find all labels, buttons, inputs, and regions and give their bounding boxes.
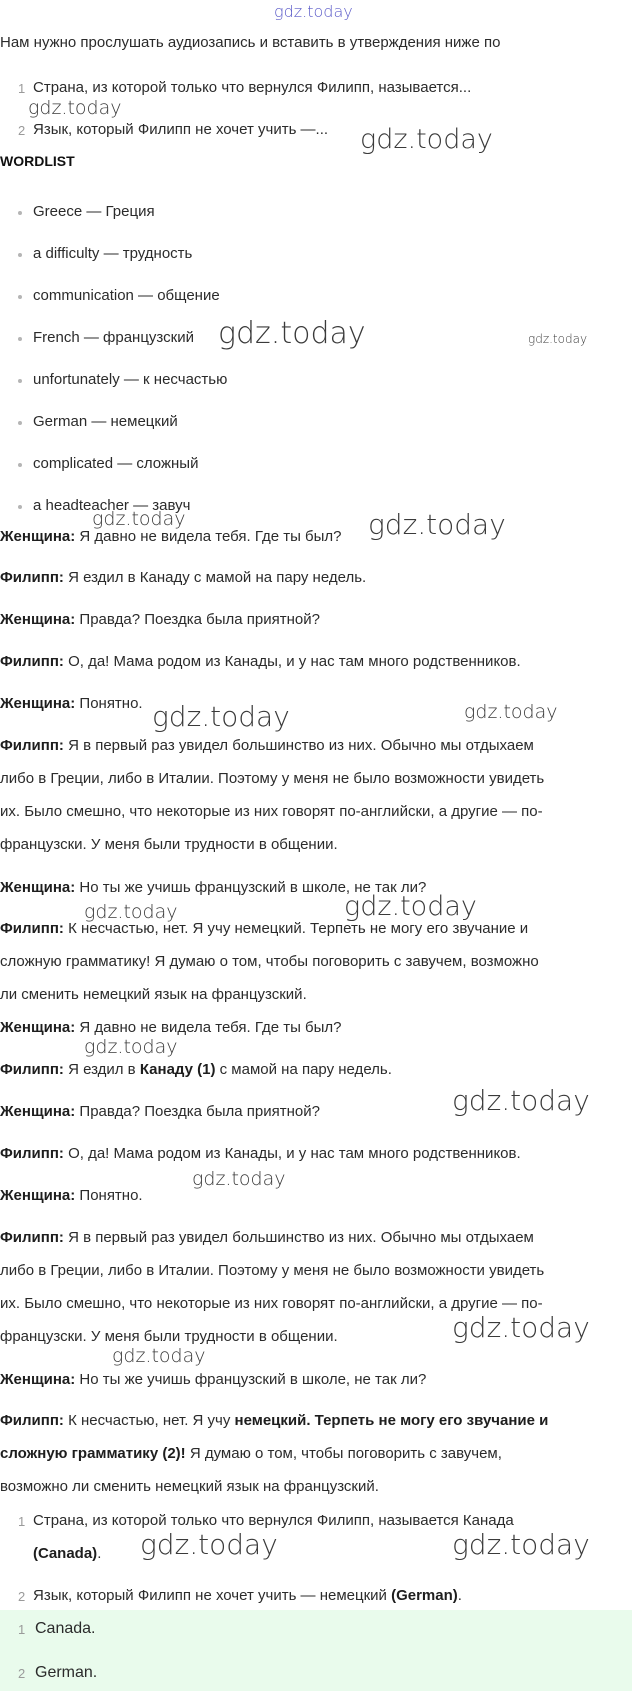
line-text: Понятно. <box>79 1187 143 1204</box>
watermark: gdz.today <box>152 700 290 733</box>
dialogue-line <box>0 1187 143 1204</box>
answer-highlight: (Canada) <box>33 1545 98 1562</box>
line-text: Но ты же учишь французский в школе, не так ли? <box>79 879 427 896</box>
question-text: Страна, из которой только что вернулся Филипп, называется... <box>33 79 472 96</box>
speaker: Филипп: <box>0 1145 64 1162</box>
watermark: gdz.today <box>112 1345 206 1367</box>
watermark: gdz.today <box>464 701 558 723</box>
question-text: Язык, который Филипп не хочет учить —... <box>33 121 329 138</box>
answer-highlight: сложную грамматику (2)! <box>0 1445 186 1462</box>
bullet <box>18 505 22 509</box>
dialogue-line <box>0 1019 342 1036</box>
dialogue-line: французски. У меня были трудности в общении. <box>0 1328 338 1345</box>
wordlist-title: WORDLIST <box>0 153 75 169</box>
dialogue-line: их. Было смешно, что некоторые из них говорят по-английски, а другие — по- <box>0 1295 543 1312</box>
answer-highlight: (German) <box>391 1587 458 1604</box>
question-number: 2 <box>18 123 26 138</box>
dialogue-line <box>0 1145 521 1162</box>
dialogue-line <box>0 1229 534 1246</box>
dialogue-line <box>0 528 342 545</box>
speaker: Женщина: <box>0 695 76 712</box>
watermark: gdz.today <box>360 124 493 155</box>
line-text: Я ездил в Канаду с мамой на пару недель. <box>68 569 367 586</box>
watermark: gdz.today <box>528 332 588 346</box>
filled-statement: Страна, из которой только что вернулся Филипп, называется Канада <box>33 1512 514 1529</box>
watermark: gdz.today <box>192 1168 286 1190</box>
watermark: gdz.today <box>140 1528 278 1561</box>
speaker: Филипп: <box>0 1229 64 1246</box>
speaker: Филипп: <box>0 1412 64 1429</box>
wordlist-item: German — немецкий <box>33 413 178 430</box>
dialogue-line <box>0 653 521 670</box>
dialogue-line: возможно ли сменить немецкий язык на французский. <box>0 1478 379 1495</box>
line-text: О, да! Мама родом из Канады, и у нас там много родственников. <box>68 1145 521 1162</box>
line-text: Я давно не видела тебя. Где ты был? <box>79 528 342 545</box>
bullet <box>18 253 22 257</box>
line-text: Правда? Поездка была приятной? <box>79 1103 320 1120</box>
watermark: gdz.today <box>452 1311 590 1344</box>
answer-number: 2 <box>18 1666 26 1681</box>
bullet <box>18 379 22 383</box>
watermark: gdz.today <box>84 1036 178 1058</box>
watermark: gdz.today <box>344 891 477 922</box>
dialogue-line: либо в Греции, либо в Италии. Поэтому у меня не было возможности увидеть <box>0 1262 545 1279</box>
dialogue-line: либо в Греции, либо в Италии. Поэтому у меня не было возможности увидеть <box>0 770 545 787</box>
speaker: Женщина: <box>0 528 76 545</box>
dialogue-line <box>0 1061 392 1078</box>
answer-number: 1 <box>18 1622 26 1637</box>
answer-text: German. <box>35 1664 98 1681</box>
speaker: Женщина: <box>0 1187 76 1204</box>
dialogue-line: французски. У меня были трудности в общении. <box>0 836 338 853</box>
question-number: 1 <box>18 81 26 96</box>
dialogue-line <box>0 1103 320 1120</box>
line-text: Я давно не видела тебя. Где ты был? <box>79 1019 342 1036</box>
wordlist-item: a headteacher — завуч <box>33 497 191 514</box>
speaker: Филипп: <box>0 920 64 937</box>
speaker: Филипп: <box>0 569 64 586</box>
dialogue-line <box>0 1371 426 1388</box>
watermark: gdz.today <box>28 97 122 119</box>
dialogue-line: ли сменить немецкий язык на французский. <box>0 986 307 1003</box>
wordlist-item: French — французский <box>33 329 194 346</box>
wordlist-item: a difficulty — трудность <box>33 245 193 262</box>
period: . <box>457 1587 462 1604</box>
wordlist-item: complicated — сложный <box>33 455 199 472</box>
bullet <box>18 337 22 341</box>
dialogue-line: их. Было смешно, что некоторые из них говорят по-английски, а другие — по- <box>0 803 543 820</box>
line-text: Язык, который Филипп не хочет учить — немецкий <box>33 1587 387 1604</box>
speaker: Женщина: <box>0 1371 76 1388</box>
period: . <box>97 1545 102 1562</box>
line-text: Правда? Поездка была приятной? <box>79 611 320 628</box>
line-text: с мамой на пару недель. <box>219 1061 392 1078</box>
line-text: Я ездил в <box>68 1061 136 1078</box>
bullet <box>18 295 22 299</box>
dialogue-line <box>0 737 534 754</box>
dialogue-line <box>0 1445 502 1462</box>
speaker: Филипп: <box>0 653 64 670</box>
speaker: Женщина: <box>0 879 76 896</box>
dialogue-line <box>0 695 143 712</box>
line-text: К несчастью, нет. Я учу немецкий. Терпеть не могу его звучание и <box>68 920 529 937</box>
line-text: О, да! Мама родом из Канады, и у нас там много родственников. <box>68 653 521 670</box>
watermark: gdz.today <box>368 508 506 541</box>
line-text: Я думаю о том, чтобы поговорить с завучем, <box>189 1445 502 1462</box>
answer-highlight: немецкий. Терпеть не могу его звучание и <box>234 1412 549 1429</box>
speaker: Женщина: <box>0 1019 76 1036</box>
filled-statement-cont <box>33 1545 101 1562</box>
watermark: gdz.today <box>92 508 186 530</box>
bullet <box>18 463 22 467</box>
dialogue-line <box>0 1412 548 1429</box>
speaker: Филипп: <box>0 1061 64 1078</box>
wordlist-item: Greece — Греция <box>33 203 155 220</box>
dialogue-line: сложную грамматику! Я думаю о том, чтобы поговорить с завучем, возможно <box>0 953 539 970</box>
question-number: 1 <box>18 1514 26 1529</box>
line-text: К несчастью, нет. Я учу <box>68 1412 231 1429</box>
line-text: Понятно. <box>79 695 143 712</box>
speaker: Женщина: <box>0 1103 76 1120</box>
dialogue-line <box>0 920 528 937</box>
dialogue-line <box>0 569 366 586</box>
answer-text: Canada. <box>35 1620 96 1637</box>
dialogue-line <box>0 611 320 628</box>
line-text: Я в первый раз увидел большинство из них. Обычно мы отдыхаем <box>68 1229 534 1246</box>
speaker: Женщина: <box>0 611 76 628</box>
watermark-top: gdz.today <box>274 2 353 21</box>
watermark: gdz.today <box>84 901 178 923</box>
speaker: Филипп: <box>0 737 64 754</box>
watermark: gdz.today <box>218 316 366 351</box>
watermark: gdz.today <box>452 1084 590 1117</box>
line-text: Но ты же учишь французский в школе, не так ли? <box>79 1371 427 1388</box>
filled-statement <box>33 1587 462 1604</box>
dialogue-line <box>0 879 426 896</box>
question-number: 2 <box>18 1589 26 1604</box>
wordlist-item: unfortunately — к несчастью <box>33 371 228 388</box>
wordlist-item: communication — общение <box>33 287 220 304</box>
answer-highlight: Канаду (1) <box>139 1061 216 1078</box>
intro-text: Нам нужно прослушать аудиозапись и вставить в утверждения ниже по <box>0 34 501 51</box>
bullet <box>18 211 22 215</box>
bullet <box>18 421 22 425</box>
watermark: gdz.today <box>452 1528 590 1561</box>
line-text: Я в первый раз увидел большинство из них. Обычно мы отдыхаем <box>68 737 534 754</box>
